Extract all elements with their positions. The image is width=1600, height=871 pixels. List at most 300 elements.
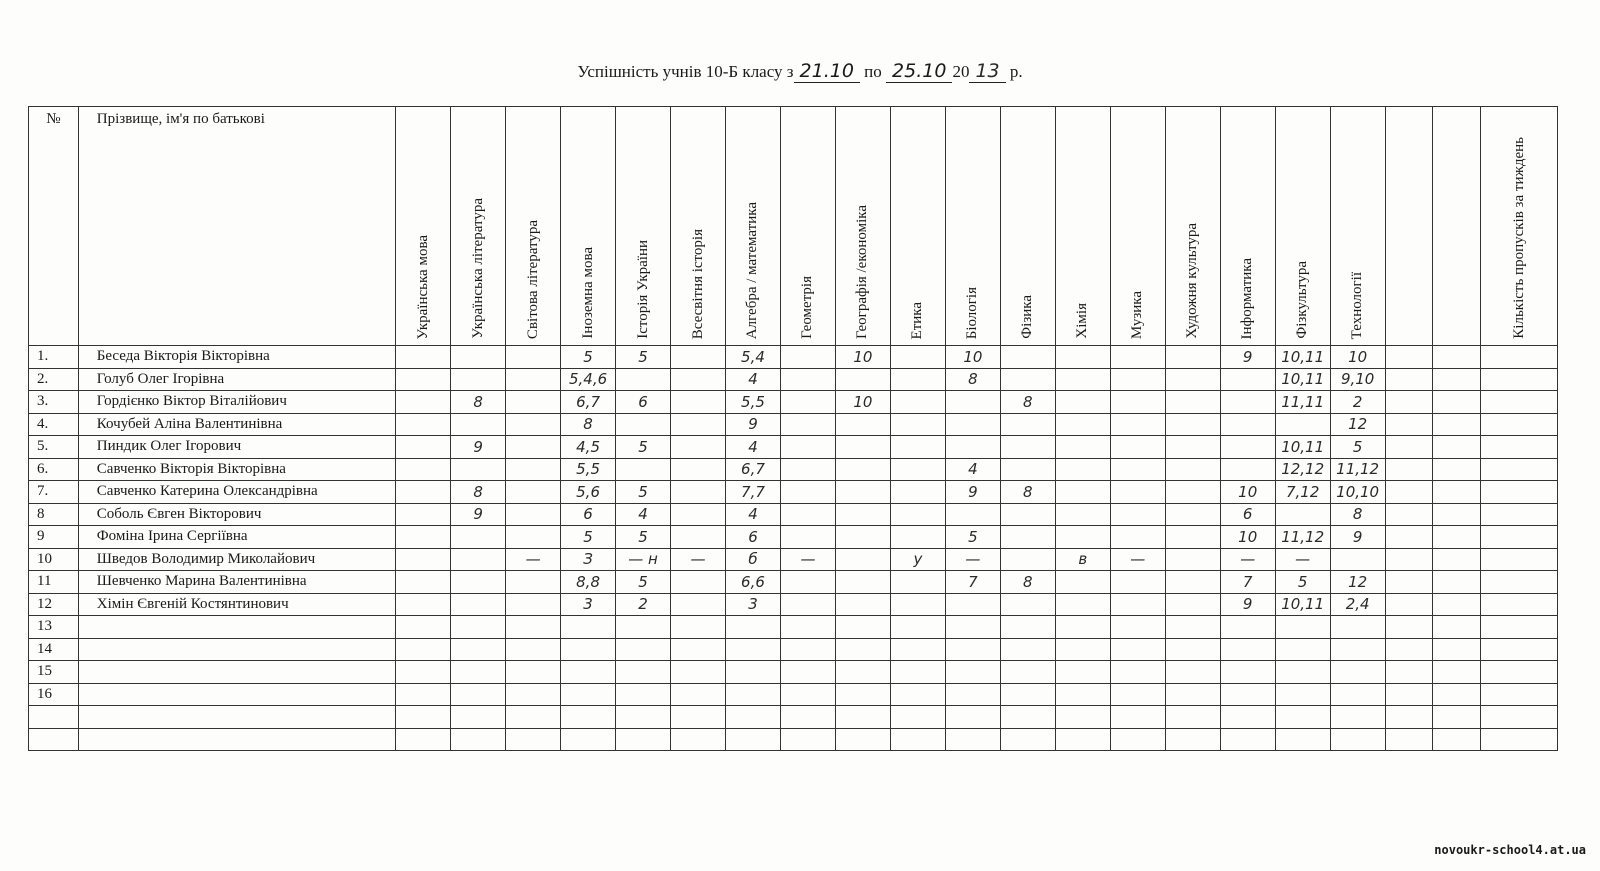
grade-cell bbox=[1330, 616, 1385, 639]
grade-cell bbox=[1385, 391, 1433, 414]
grade-cell bbox=[616, 616, 671, 639]
grade-cell bbox=[451, 661, 506, 684]
grade-cell bbox=[1385, 683, 1433, 706]
grade-cell bbox=[1165, 593, 1220, 616]
grade-cell: 4 bbox=[726, 436, 781, 459]
header-subject bbox=[396, 107, 451, 346]
grade-cell: 5 bbox=[561, 526, 616, 549]
grade-cell bbox=[1433, 368, 1481, 391]
grade-cell bbox=[1385, 458, 1433, 481]
grade-cell bbox=[1385, 706, 1433, 729]
grade-cell bbox=[1385, 548, 1433, 571]
grade-cell bbox=[1433, 638, 1481, 661]
grade-cell: 3 bbox=[561, 593, 616, 616]
grade-cell bbox=[1110, 526, 1165, 549]
header-subject bbox=[1000, 107, 1055, 346]
grade-cell: 9 bbox=[1330, 526, 1385, 549]
grade-cell bbox=[671, 458, 726, 481]
grade-cell bbox=[1165, 728, 1220, 751]
grade-cell: — bbox=[1220, 548, 1275, 571]
student-name: Беседа Вікторія Вікторівна bbox=[78, 346, 395, 369]
grade-cell bbox=[1481, 458, 1558, 481]
grade-cell bbox=[1110, 638, 1165, 661]
row-number: 16 bbox=[29, 683, 79, 706]
grade-cell bbox=[780, 638, 835, 661]
grade-cell bbox=[1433, 683, 1481, 706]
grade-cell bbox=[506, 616, 561, 639]
header-subject bbox=[1275, 107, 1330, 346]
grade-cell: — bbox=[1275, 548, 1330, 571]
student-name: Савченко Вікторія Вікторівна bbox=[78, 458, 395, 481]
year-prefix: 20 bbox=[952, 62, 970, 81]
grade-cell bbox=[835, 503, 890, 526]
grade-cell bbox=[671, 593, 726, 616]
grade-cell bbox=[1055, 593, 1110, 616]
header-subject bbox=[1385, 107, 1433, 346]
grade-cell: 11,12 bbox=[1330, 458, 1385, 481]
student-name: Соболь Євген Вікторович bbox=[78, 503, 395, 526]
grade-cell bbox=[396, 391, 451, 414]
grade-cell: 5,4 bbox=[726, 346, 781, 369]
grade-cell bbox=[780, 526, 835, 549]
row-number: 5. bbox=[29, 436, 79, 459]
row-number bbox=[29, 706, 79, 729]
grade-cell bbox=[1481, 548, 1558, 571]
grade-cell bbox=[1481, 593, 1558, 616]
grade-cell bbox=[945, 413, 1000, 436]
subject-label: Фізкультура bbox=[1294, 261, 1311, 339]
grade-cell: 10,11 bbox=[1275, 593, 1330, 616]
grade-cell: 5 bbox=[945, 526, 1000, 549]
grade-cell: З bbox=[561, 548, 616, 571]
student-name bbox=[78, 706, 395, 729]
grade-cell bbox=[451, 706, 506, 729]
grade-cell bbox=[396, 346, 451, 369]
grade-cell: — bbox=[506, 548, 561, 571]
grade-cell bbox=[1385, 413, 1433, 436]
grade-cell bbox=[671, 638, 726, 661]
grade-cell bbox=[1165, 571, 1220, 594]
subject-label: Хімія bbox=[1074, 303, 1091, 339]
grade-cell bbox=[726, 661, 781, 684]
grade-cell bbox=[1433, 503, 1481, 526]
grade-cell bbox=[1000, 706, 1055, 729]
grade-cell bbox=[780, 368, 835, 391]
grade-cell: 5 bbox=[616, 526, 671, 549]
grade-cell: — bbox=[780, 548, 835, 571]
grade-cell bbox=[1165, 481, 1220, 504]
grade-cell bbox=[561, 616, 616, 639]
row-number: 1. bbox=[29, 346, 79, 369]
grade-cell: 8 bbox=[1330, 503, 1385, 526]
grade-cell bbox=[1220, 391, 1275, 414]
grade-cell bbox=[1433, 616, 1481, 639]
grade-cell bbox=[890, 391, 945, 414]
grade-cell bbox=[1220, 413, 1275, 436]
grade-cell bbox=[1055, 683, 1110, 706]
grade-cell bbox=[1220, 706, 1275, 729]
grade-cell bbox=[1433, 413, 1481, 436]
grade-cell: 8 bbox=[1000, 481, 1055, 504]
table-row bbox=[29, 346, 1558, 369]
grade-cell bbox=[1433, 593, 1481, 616]
grade-cell bbox=[671, 706, 726, 729]
table-row bbox=[29, 683, 1558, 706]
grade-cell bbox=[1055, 661, 1110, 684]
grade-cell bbox=[1165, 526, 1220, 549]
grade-cell: 5 bbox=[616, 436, 671, 459]
grade-cell bbox=[506, 391, 561, 414]
grade-cell bbox=[1055, 368, 1110, 391]
grade-cell bbox=[616, 413, 671, 436]
grade-cell bbox=[1000, 548, 1055, 571]
grade-cell bbox=[1110, 458, 1165, 481]
header-subject bbox=[451, 107, 506, 346]
grade-cell bbox=[1385, 436, 1433, 459]
grade-cell bbox=[1110, 571, 1165, 594]
grade-cell bbox=[945, 503, 1000, 526]
grade-cell bbox=[396, 436, 451, 459]
grade-cell bbox=[945, 661, 1000, 684]
grade-cell bbox=[945, 391, 1000, 414]
grade-cell bbox=[1055, 638, 1110, 661]
grade-cell bbox=[1165, 503, 1220, 526]
grade-cell: 4 bbox=[726, 368, 781, 391]
grade-cell bbox=[451, 728, 506, 751]
grade-cell bbox=[396, 661, 451, 684]
subject-label: Фізика bbox=[1019, 295, 1036, 339]
grade-cell: 4 bbox=[945, 458, 1000, 481]
grade-cell bbox=[835, 481, 890, 504]
header-subject bbox=[561, 107, 616, 346]
table-row bbox=[29, 391, 1558, 414]
grade-cell bbox=[396, 548, 451, 571]
subject-label: Географія /економіка bbox=[854, 204, 871, 339]
grade-cell: 10 bbox=[835, 391, 890, 414]
grade-cell: 2,4 bbox=[1330, 593, 1385, 616]
grade-cell bbox=[835, 436, 890, 459]
grade-cell bbox=[780, 593, 835, 616]
student-name bbox=[78, 728, 395, 751]
grade-cell: 8,8 bbox=[561, 571, 616, 594]
grade-cell bbox=[1433, 661, 1481, 684]
grade-cell bbox=[671, 728, 726, 751]
subject-label: Історія України bbox=[634, 240, 651, 339]
grade-cell bbox=[835, 413, 890, 436]
grade-cell bbox=[506, 661, 561, 684]
grade-cell bbox=[396, 706, 451, 729]
grade-cell bbox=[890, 616, 945, 639]
grade-cell bbox=[1275, 728, 1330, 751]
grade-cell bbox=[1165, 413, 1220, 436]
grade-cell bbox=[1330, 548, 1385, 571]
header-subject bbox=[1165, 107, 1220, 346]
site-watermark: novoukr-school4.at.ua bbox=[1434, 843, 1586, 857]
grade-cell bbox=[396, 481, 451, 504]
subject-label: Українська література bbox=[469, 198, 486, 339]
grade-cell bbox=[1000, 458, 1055, 481]
header-subject bbox=[1110, 107, 1165, 346]
grade-cell: 10 bbox=[1220, 481, 1275, 504]
header-row bbox=[29, 107, 1558, 346]
grade-cell bbox=[616, 728, 671, 751]
header-subject bbox=[1330, 107, 1385, 346]
row-number: 14 bbox=[29, 638, 79, 661]
student-name: Шведов Володимир Миколайович bbox=[78, 548, 395, 571]
row-number: 3. bbox=[29, 391, 79, 414]
grade-cell bbox=[1110, 391, 1165, 414]
subject-label: Іноземна мова bbox=[579, 247, 596, 339]
grade-cell bbox=[506, 526, 561, 549]
grade-cell bbox=[1165, 616, 1220, 639]
grade-cell bbox=[1220, 368, 1275, 391]
grade-cell bbox=[1481, 683, 1558, 706]
grade-cell: 9 bbox=[451, 436, 506, 459]
student-name: Савченко Катерина Олександрівна bbox=[78, 481, 395, 504]
grade-cell: 6 bbox=[1220, 503, 1275, 526]
table-row bbox=[29, 526, 1558, 549]
row-number: 15 bbox=[29, 661, 79, 684]
student-name: Голуб Олег Ігорівна bbox=[78, 368, 395, 391]
grade-cell bbox=[835, 638, 890, 661]
grade-cell bbox=[396, 413, 451, 436]
subject-label: Кількість пропусків за тиждень bbox=[1510, 137, 1527, 339]
grade-cell bbox=[835, 526, 890, 549]
grade-cell bbox=[451, 571, 506, 594]
grade-cell bbox=[506, 481, 561, 504]
row-number: 8 bbox=[29, 503, 79, 526]
student-name bbox=[78, 638, 395, 661]
grade-cell bbox=[945, 436, 1000, 459]
grade-cell bbox=[1055, 706, 1110, 729]
grade-cell bbox=[1385, 571, 1433, 594]
grade-cell: 11,11 bbox=[1275, 391, 1330, 414]
grade-cell: 8 bbox=[451, 481, 506, 504]
grade-cell bbox=[671, 391, 726, 414]
grade-cell: 4 bbox=[726, 503, 781, 526]
grade-cell bbox=[1165, 346, 1220, 369]
header-subject bbox=[616, 107, 671, 346]
grade-cell bbox=[396, 571, 451, 594]
grade-cell bbox=[1055, 503, 1110, 526]
grade-cell: 4 bbox=[616, 503, 671, 526]
table-row bbox=[29, 571, 1558, 594]
grade-cell bbox=[451, 368, 506, 391]
row-number: 12 bbox=[29, 593, 79, 616]
subject-label: Українська мова bbox=[414, 234, 431, 339]
header-subject bbox=[506, 107, 561, 346]
table-row bbox=[29, 616, 1558, 639]
table-row bbox=[29, 593, 1558, 616]
grade-cell bbox=[1481, 571, 1558, 594]
grade-cell: 3 bbox=[726, 593, 781, 616]
grade-cell bbox=[890, 683, 945, 706]
grade-cell bbox=[1481, 413, 1558, 436]
grade-cell bbox=[506, 728, 561, 751]
date-to: 25.10 bbox=[886, 60, 952, 83]
header-subject bbox=[1220, 107, 1275, 346]
grade-cell bbox=[1385, 728, 1433, 751]
grade-cell: 9 bbox=[945, 481, 1000, 504]
grade-cell: 4,5 bbox=[561, 436, 616, 459]
grade-cell bbox=[1275, 503, 1330, 526]
row-number: 4. bbox=[29, 413, 79, 436]
grade-cell bbox=[890, 481, 945, 504]
grade-cell bbox=[1385, 616, 1433, 639]
grade-cell bbox=[835, 728, 890, 751]
grade-cell bbox=[945, 616, 1000, 639]
grade-cell bbox=[1110, 593, 1165, 616]
grade-cell bbox=[835, 458, 890, 481]
grade-cell bbox=[671, 436, 726, 459]
grade-cell bbox=[780, 661, 835, 684]
row-number: 7. bbox=[29, 481, 79, 504]
grade-cell: 10 bbox=[1220, 526, 1275, 549]
table-row bbox=[29, 548, 1558, 571]
table-row bbox=[29, 503, 1558, 526]
grade-cell bbox=[451, 346, 506, 369]
grade-cell: 8 bbox=[451, 391, 506, 414]
grade-cell: 10 bbox=[1330, 346, 1385, 369]
subject-label: Геометрія bbox=[799, 276, 816, 339]
grade-cell bbox=[835, 571, 890, 594]
subject-label: Художня культура bbox=[1184, 223, 1201, 339]
header-subject bbox=[780, 107, 835, 346]
grade-cell: б bbox=[726, 548, 781, 571]
grade-cell: 9 bbox=[1220, 346, 1275, 369]
grade-cell: 9,10 bbox=[1330, 368, 1385, 391]
grade-cell: 7,7 bbox=[726, 481, 781, 504]
grade-cell bbox=[780, 616, 835, 639]
grade-cell bbox=[780, 346, 835, 369]
grade-cell bbox=[1481, 728, 1558, 751]
grade-cell bbox=[1000, 368, 1055, 391]
subject-label: Інформатика bbox=[1239, 257, 1256, 339]
grade-cell bbox=[890, 368, 945, 391]
grade-cell bbox=[726, 728, 781, 751]
grade-cell bbox=[1110, 368, 1165, 391]
grade-cell bbox=[506, 638, 561, 661]
grade-cell bbox=[671, 616, 726, 639]
grade-cell bbox=[890, 436, 945, 459]
grade-cell bbox=[780, 571, 835, 594]
grade-cell bbox=[451, 593, 506, 616]
grade-cell bbox=[671, 346, 726, 369]
grade-cell bbox=[1000, 503, 1055, 526]
grade-cell bbox=[945, 638, 1000, 661]
grade-cell bbox=[1220, 661, 1275, 684]
grade-cell bbox=[1330, 638, 1385, 661]
grade-cell: 10,11 bbox=[1275, 346, 1330, 369]
grade-cell bbox=[506, 458, 561, 481]
grade-cell bbox=[1110, 413, 1165, 436]
student-name: Шевченко Марина Валентинівна bbox=[78, 571, 395, 594]
row-number: 6. bbox=[29, 458, 79, 481]
grade-cell bbox=[780, 683, 835, 706]
row-number: 2. bbox=[29, 368, 79, 391]
grade-cell: 5,4,6 bbox=[561, 368, 616, 391]
grade-cell bbox=[835, 593, 890, 616]
grade-cell bbox=[671, 481, 726, 504]
grade-cell bbox=[1220, 728, 1275, 751]
grade-cell bbox=[1165, 391, 1220, 414]
table-row bbox=[29, 458, 1558, 481]
grade-cell bbox=[396, 458, 451, 481]
header-subject bbox=[945, 107, 1000, 346]
grade-cell bbox=[1433, 526, 1481, 549]
grade-cell bbox=[1385, 593, 1433, 616]
grade-cell bbox=[1165, 436, 1220, 459]
grade-cell: 12,12 bbox=[1275, 458, 1330, 481]
grade-cell bbox=[561, 661, 616, 684]
grade-cell bbox=[1433, 706, 1481, 729]
header-subject bbox=[1055, 107, 1110, 346]
grade-cell: 8 bbox=[1000, 571, 1055, 594]
grade-cell: 9 bbox=[726, 413, 781, 436]
grade-cell bbox=[396, 503, 451, 526]
grade-cell bbox=[780, 413, 835, 436]
grade-cell: 5 bbox=[1275, 571, 1330, 594]
grade-cell bbox=[1165, 661, 1220, 684]
grade-cell: 7 bbox=[1220, 571, 1275, 594]
grade-cell bbox=[1055, 391, 1110, 414]
grade-cell bbox=[780, 728, 835, 751]
grade-cell: 5 bbox=[1330, 436, 1385, 459]
grade-cell bbox=[396, 683, 451, 706]
grade-cell: 10 bbox=[835, 346, 890, 369]
grade-cell bbox=[1385, 368, 1433, 391]
grade-cell bbox=[890, 346, 945, 369]
grade-cell bbox=[1330, 683, 1385, 706]
grade-cell bbox=[780, 436, 835, 459]
grade-cell bbox=[726, 616, 781, 639]
grade-cell bbox=[451, 638, 506, 661]
grade-cell bbox=[890, 503, 945, 526]
grade-cell bbox=[396, 526, 451, 549]
grade-cell bbox=[1055, 526, 1110, 549]
subject-label: Біологія bbox=[964, 286, 981, 339]
grade-cell bbox=[506, 436, 561, 459]
page-title bbox=[0, 60, 1600, 83]
grade-cell bbox=[616, 368, 671, 391]
grade-cell bbox=[1433, 391, 1481, 414]
grade-cell bbox=[1165, 683, 1220, 706]
date-from: 21.10 bbox=[794, 60, 860, 83]
student-name: Кочубей Аліна Валентинівна bbox=[78, 413, 395, 436]
grade-cell: 6 bbox=[561, 503, 616, 526]
grade-cell bbox=[1055, 436, 1110, 459]
grade-cell bbox=[506, 503, 561, 526]
grade-cell bbox=[1220, 683, 1275, 706]
grade-cell bbox=[1481, 368, 1558, 391]
grade-cell bbox=[451, 548, 506, 571]
grade-cell bbox=[1275, 616, 1330, 639]
table-row bbox=[29, 661, 1558, 684]
grade-cell: 5,5 bbox=[561, 458, 616, 481]
grade-cell bbox=[890, 571, 945, 594]
student-name: Хімін Євгеній Костянтинович bbox=[78, 593, 395, 616]
grade-cell bbox=[835, 368, 890, 391]
grade-cell bbox=[835, 683, 890, 706]
grade-cell: 9 bbox=[451, 503, 506, 526]
grade-cell bbox=[1433, 481, 1481, 504]
grade-cell bbox=[1385, 503, 1433, 526]
grade-cell bbox=[1275, 706, 1330, 729]
grade-cell: 2 bbox=[616, 593, 671, 616]
grade-cell bbox=[1110, 503, 1165, 526]
grade-cell bbox=[1385, 638, 1433, 661]
grade-cell bbox=[561, 706, 616, 729]
